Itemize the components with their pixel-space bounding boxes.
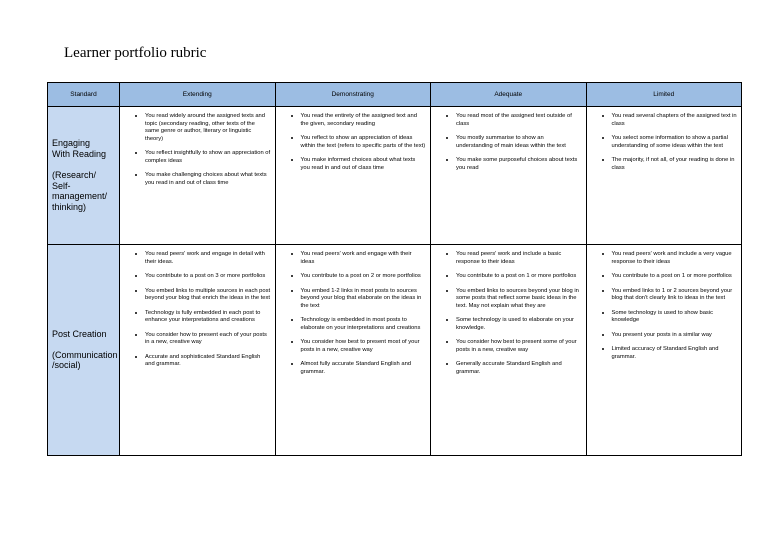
descriptor-item: • You reflect to show an appreciation of ideas within the text (refers to specific parts of the text) [301, 133, 427, 150]
standard-cell [48, 245, 120, 456]
descriptor-item: • Limited accuracy of Standard English and grammar. [612, 344, 738, 361]
descriptor-list [587, 249, 738, 361]
descriptor-list [587, 111, 738, 172]
descriptor-cell [431, 245, 587, 456]
table-row [48, 107, 742, 245]
descriptor-item: • You select some information to show a partial understanding of some ideas within the text [612, 133, 738, 150]
descriptor-item: • You consider how to present each of your posts in a new, creative way [145, 330, 271, 347]
header-standard: Standard [48, 83, 120, 107]
descriptor-item: • Accurate and sophisticated Standard English and grammar. [145, 352, 271, 369]
descriptor-list [276, 249, 427, 376]
descriptor-list [276, 111, 427, 172]
descriptor-cell [586, 245, 742, 456]
header-limited: Limited [586, 83, 742, 107]
descriptor-item: • Some technology is used to show basic knowledge [612, 308, 738, 325]
descriptor-cell [431, 107, 587, 245]
descriptor-item: • You read several chapters of the assigned text in class [612, 111, 738, 128]
descriptor-cell [275, 107, 431, 245]
descriptor-item: • Generally accurate Standard English and grammar. [456, 359, 582, 376]
descriptor-item: • You embed 1-2 links in most posts to sources beyond your blog that elaborate on the ideas in the text [301, 286, 427, 311]
descriptor-item: • You make some purposeful choices about texts you read [456, 155, 582, 172]
standard-subtitle: (Communication /social) [52, 349, 118, 371]
descriptor-cell [120, 107, 276, 245]
descriptor-list [431, 249, 582, 376]
descriptor-item: • You mostly summarise to show an understanding of main ideas within the text [456, 133, 582, 150]
descriptor-item: • You contribute to a post on 2 or more portfolios [301, 271, 427, 281]
descriptor-item: • You contribute to a post on 1 or more portfolios [456, 271, 582, 281]
descriptor-item: • You read the entirety of the assigned text and the given, secondary reading [301, 111, 427, 128]
descriptor-item: • Technology is fully embedded in each post to enhance your interpretations and creations [145, 308, 271, 325]
descriptor-cell [586, 107, 742, 245]
descriptor-item: • You read peers' work and include a basic response to their ideas [456, 249, 582, 266]
descriptor-item: • You make challenging choices about what texts you read in and out of class time [145, 170, 271, 187]
descriptor-list [120, 249, 271, 369]
descriptor-item: • Technology is embedded in most posts to elaborate on your interpretations and creations [301, 315, 427, 332]
descriptor-item: • You present your posts in a similar way [612, 330, 738, 340]
descriptor-item: • You consider how best to present most of your posts in a new, creative way [301, 337, 427, 354]
descriptor-item: • You read peers' work and engage with their ideas [301, 249, 427, 266]
descriptor-item: • You read peers' work and include a very vague response to their ideas [612, 249, 738, 266]
standard-name: Post Creation [52, 328, 107, 339]
descriptor-item: • Some technology is used to elaborate on your knowledge. [456, 315, 582, 332]
descriptor-item: • You contribute to a post on 3 or more portfolios [145, 271, 271, 281]
standard-name: Engaging With Reading [52, 138, 107, 159]
descriptor-item: • You embed links to sources beyond your blog in some posts that reflect some basic ideas in the text. May not explain what they are [456, 286, 582, 311]
header-extending: Extending [120, 83, 276, 107]
descriptor-item: • You embed links to multiple sources in each post beyond your blog that enrich the ideas in the text [145, 286, 271, 303]
descriptor-item: • You read peers' work and engage in detail with their ideas. [145, 249, 271, 266]
descriptor-item: • You make informed choices about what texts you read in and out of class time [301, 155, 427, 172]
header-adequate: Adequate [431, 83, 587, 107]
standard-subtitle: (Research/ Self-management/ thinking) [52, 169, 108, 213]
descriptor-item: • You contribute to a post on 1 or more portfolios [612, 271, 738, 281]
header-demonstrating: Demonstrating [275, 83, 431, 107]
table-row [48, 245, 742, 456]
descriptor-item: • The majority, if not all, of your reading is done in class [612, 155, 738, 172]
descriptor-list [431, 111, 582, 172]
document-title: Learner portfolio rubric [64, 45, 207, 61]
descriptor-item: • You reflect insightfully to show an appreciation of complex ideas [145, 148, 271, 165]
standard-cell [48, 107, 120, 245]
descriptor-item: • You consider how best to present some of your posts in a new, creative way [456, 337, 582, 354]
descriptor-list [120, 111, 271, 187]
rubric-table [47, 82, 742, 456]
descriptor-cell [275, 245, 431, 456]
descriptor-item: • You embed links to 1 or 2 sources beyond your blog that don't clearly link to ideas in the text [612, 286, 738, 303]
descriptor-cell [120, 245, 276, 456]
descriptor-item: • You read most of the assigned text outside of class [456, 111, 582, 128]
header-row [48, 83, 742, 107]
descriptor-item: • Almost fully accurate Standard English and grammar. [301, 359, 427, 376]
descriptor-item: • You read widely around the assigned texts and topic (secondary reading, other texts of the same genre or author, literary or linguistic theory) [145, 111, 271, 143]
